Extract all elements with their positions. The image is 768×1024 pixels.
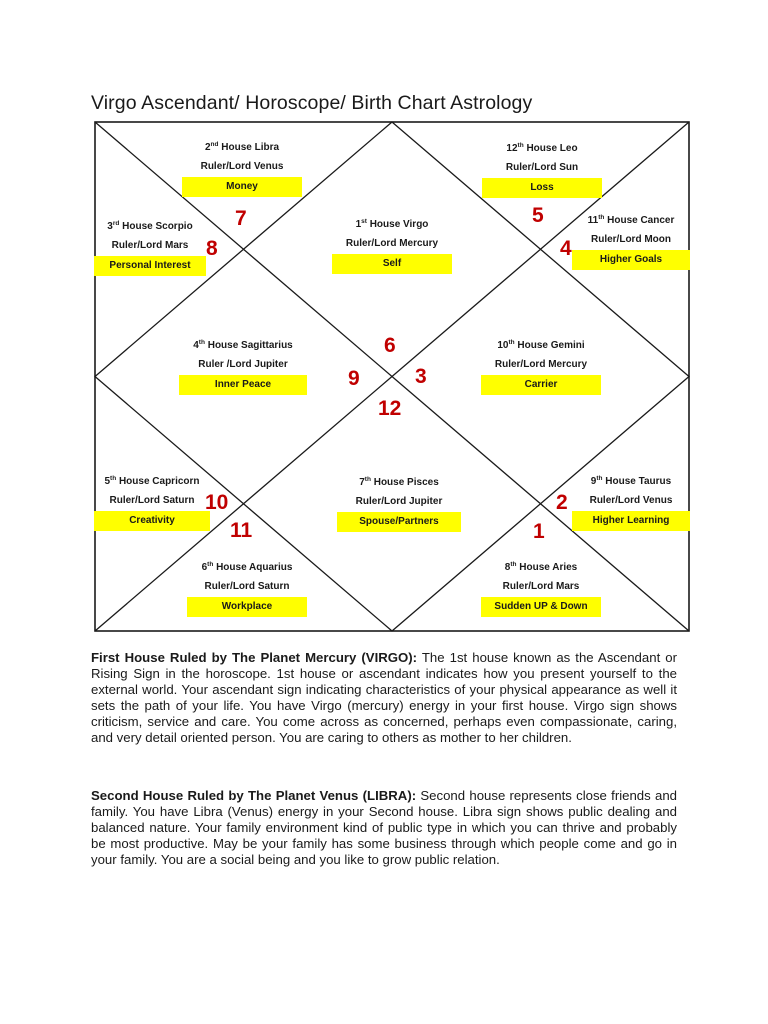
house-meaning: Workplace xyxy=(187,597,307,617)
sign-number-9: 9 xyxy=(348,367,360,390)
house-sign: House Leo xyxy=(526,143,578,154)
house-11 xyxy=(572,214,690,270)
house-3 xyxy=(94,220,206,276)
sign-number-12: 12 xyxy=(378,397,402,420)
house-7 xyxy=(337,476,461,532)
house-meaning: Spouse/Partners xyxy=(337,512,461,532)
house-ordinal: th xyxy=(517,142,524,149)
house-meaning: Creativity xyxy=(94,511,210,531)
house-ordinal: th xyxy=(596,475,603,482)
house-sign: House Taurus xyxy=(605,476,672,487)
house-12 xyxy=(482,142,602,198)
house-ordinal: st xyxy=(361,218,367,225)
house-name xyxy=(482,142,602,154)
paragraph-first-house xyxy=(91,650,677,747)
house-4 xyxy=(179,339,307,395)
house-name xyxy=(481,561,601,573)
sign-number-10: 10 xyxy=(205,491,229,514)
house-number: 8 xyxy=(504,562,511,573)
sign-number-11: 11 xyxy=(230,519,253,542)
house-ordinal: th xyxy=(198,339,205,346)
house-number: 3 xyxy=(107,221,113,232)
paragraph-heading: First House Ruled by The Planet Mercury (VIRGO): xyxy=(91,650,418,665)
house-ordinal: th xyxy=(207,561,214,568)
house-sign: House Cancer xyxy=(607,215,675,226)
house-number: 4 xyxy=(193,340,199,351)
house-9 xyxy=(572,475,690,531)
house-ruler: Ruler/Lord Sun xyxy=(505,162,579,173)
house-sign: House Aries xyxy=(519,562,578,573)
house-sign: House Virgo xyxy=(369,219,429,230)
house-sign: House Aquarius xyxy=(216,562,293,573)
house-meaning: Self xyxy=(332,254,452,274)
house-ruler: Ruler/Lord Mercury xyxy=(345,238,439,249)
house-name xyxy=(179,339,307,351)
house-name xyxy=(187,561,307,573)
house-number: 10 xyxy=(497,340,509,351)
house-ordinal: nd xyxy=(210,141,219,148)
house-ruler: Ruler/Lord Venus xyxy=(589,495,673,506)
house-meaning: Money xyxy=(182,177,302,197)
house-ruler: Ruler/Lord Saturn xyxy=(204,581,290,592)
house-ordinal: th xyxy=(508,339,515,346)
house-6 xyxy=(187,561,307,617)
sign-number-3: 3 xyxy=(415,365,427,388)
house-name xyxy=(332,218,452,230)
house-meaning: Loss xyxy=(482,178,602,198)
house-10 xyxy=(481,339,601,395)
house-sign: House Scorpio xyxy=(122,221,193,232)
house-number: 12 xyxy=(506,143,518,154)
house-meaning: Carrier xyxy=(481,375,601,395)
house-name xyxy=(94,475,210,487)
house-meaning: Personal Interest xyxy=(94,256,206,276)
house-sign: House Capricorn xyxy=(118,476,200,487)
house-number: 7 xyxy=(359,477,365,488)
house-number: 5 xyxy=(104,476,111,487)
sign-number-4: 4 xyxy=(560,237,572,260)
sign-number-5: 5 xyxy=(532,204,544,227)
house-name xyxy=(94,220,206,232)
house-1 xyxy=(332,218,452,274)
sign-number-7: 7 xyxy=(235,207,247,230)
house-2 xyxy=(182,141,302,197)
house-ruler: Ruler /Lord Jupiter xyxy=(198,359,288,370)
house-ruler: Ruler/Lord Jupiter xyxy=(355,496,443,507)
sign-number-8: 8 xyxy=(206,237,218,260)
house-name xyxy=(337,476,461,488)
house-8 xyxy=(481,561,601,617)
house-ordinal: th xyxy=(598,214,605,221)
house-ruler: Ruler/Lord Mars xyxy=(111,240,189,251)
house-ordinal: th xyxy=(110,475,117,482)
house-name xyxy=(572,475,690,487)
sign-number-6: 6 xyxy=(384,334,396,357)
paragraph-heading: Second House Ruled by The Planet Venus (LIBRA): xyxy=(91,788,417,803)
house-name xyxy=(182,141,302,153)
sign-number-1: 1 xyxy=(533,520,545,543)
house-number: 9 xyxy=(590,476,597,487)
house-ordinal: rd xyxy=(112,220,120,227)
house-ruler: Ruler/Lord Saturn xyxy=(109,495,195,506)
house-number: 2 xyxy=(204,142,211,153)
paragraph-second-house xyxy=(91,788,677,868)
paragraph-body: The 1st house known as the Ascendant or Rising Sign in the horoscope. 1st house or ascendant indicates how you present yourself to the external world. Your ascendant sign indicating characteristics of your physical appearance as well it sets the path of your life. You have Virgo (mercury) energy in your first house. Virgo sign shows criticism, service and care. You come across as concerned, perhaps even compassionate, caring, and very detail oriented person. You are caring to others as mother to her children. xyxy=(91,650,677,746)
house-meaning: Higher Goals xyxy=(572,250,690,270)
birth-chart xyxy=(94,121,690,632)
house-number: 6 xyxy=(201,562,208,573)
house-sign: House Libra xyxy=(221,142,280,153)
house-5 xyxy=(94,475,210,531)
page-title: Virgo Ascendant/ Horoscope/ Birth Chart Astrology xyxy=(91,92,533,114)
house-ordinal: th xyxy=(364,476,371,483)
sign-number-2: 2 xyxy=(556,491,568,514)
house-meaning: Sudden UP & Down xyxy=(481,597,601,617)
house-meaning: Higher Learning xyxy=(572,511,690,531)
house-sign: House Gemini xyxy=(517,340,585,351)
house-sign: House Sagittarius xyxy=(207,340,293,351)
house-ruler: Ruler/Lord Venus xyxy=(200,161,284,172)
house-ruler: Ruler/Lord Moon xyxy=(591,234,671,245)
house-meaning: Inner Peace xyxy=(179,375,307,395)
house-ruler: Ruler/Lord Mercury xyxy=(494,359,588,370)
paragraph-body: Second house represents close friends and family. You have Libra (Venus) energy in your Second house. Libra sign shows public dealing and balanced nature. Your family environment kind of public type in which you can thrive and probably be most productive. May be your family has some business through which people come and go in your family. You are a social being and you like to grow public relation. xyxy=(91,788,677,868)
house-ruler: Ruler/Lord Mars xyxy=(502,581,580,592)
house-name xyxy=(572,214,690,226)
house-name xyxy=(481,339,601,351)
house-number: 1 xyxy=(355,219,362,230)
house-ordinal: th xyxy=(510,561,517,568)
house-sign: House Pisces xyxy=(373,477,439,488)
house-number: 11 xyxy=(587,215,599,226)
